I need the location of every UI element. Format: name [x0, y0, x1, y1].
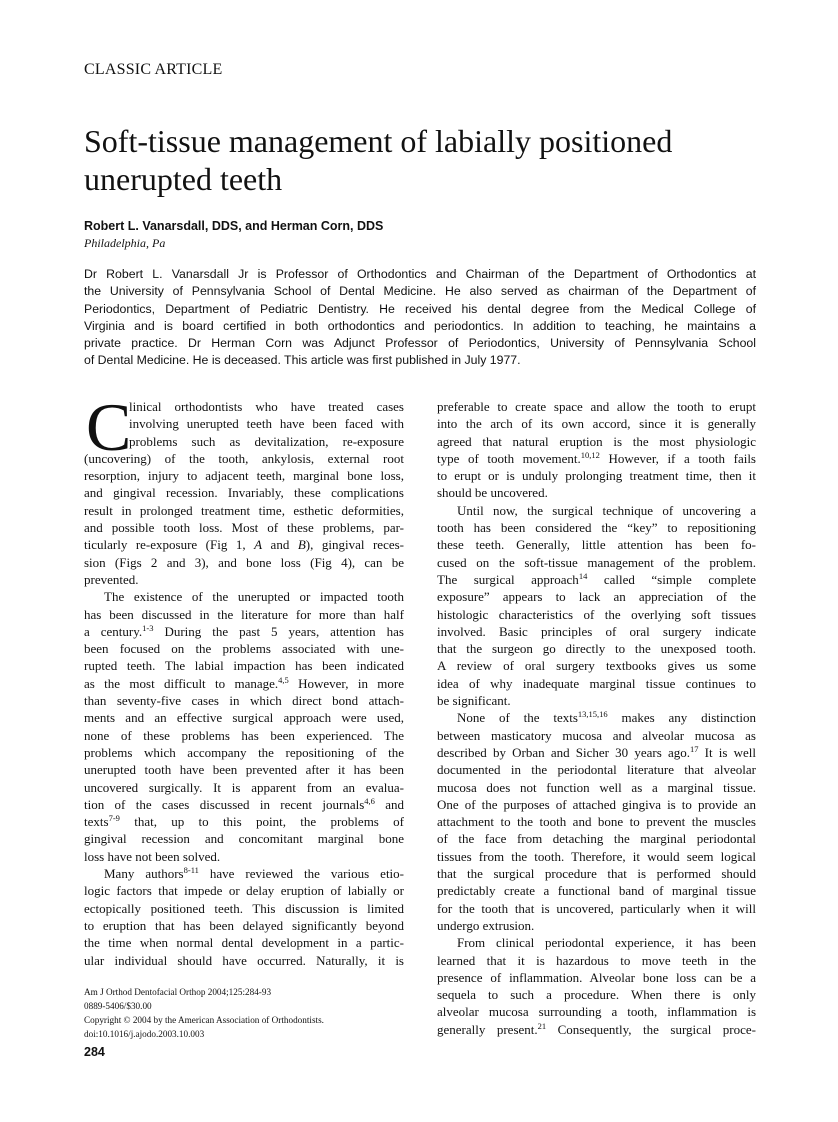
text-segment: type of tooth movement. — [437, 450, 581, 466]
text-line — [437, 415, 756, 432]
text-line — [437, 1003, 756, 1020]
body-column-right — [437, 398, 756, 1038]
text-segment: involving unerupted teeth have been faced with — [129, 416, 404, 432]
text-segment: During the past 5 years, attention has — [153, 623, 404, 639]
doi: doi:10.1016/j.ajodo.2003.10.003 — [84, 1029, 205, 1039]
text-line — [84, 779, 404, 796]
text-line — [84, 450, 404, 467]
text-line — [84, 588, 404, 605]
text-segment: problems such as devitalization, re-exposure — [129, 433, 404, 449]
text-line — [84, 727, 404, 744]
text-segment: prevented. — [84, 571, 139, 587]
text-line — [84, 657, 404, 674]
text-line — [437, 398, 756, 415]
text-segment: None of the texts — [457, 710, 578, 726]
article-title — [84, 122, 784, 198]
bio-line: of Dental Medicine. He is deceased. This article was first published in July 1977. — [84, 353, 521, 368]
text-segment: exposure” appears to lack an appreciation of the — [437, 589, 756, 605]
text-segment: rupted teeth. The labial impaction has been indicated — [84, 658, 404, 674]
text-segment: a century. — [84, 623, 143, 639]
bio-line: private practice. Dr Herman Corn was Adjunct Professor of Periodontics, University of Pennsylvania School — [84, 336, 756, 351]
text-segment: been focused on the problems associated with une- — [84, 641, 404, 657]
text-line — [437, 571, 756, 588]
text-segment: that the surgeon go directly to the unexposed tooth. — [437, 641, 756, 657]
text-line — [437, 606, 756, 623]
text-line — [437, 433, 756, 450]
text-segment: Many authors — [104, 866, 184, 882]
text-segment: than seventy-five cases in which direct bond attach- — [84, 693, 404, 709]
text-line — [437, 779, 756, 796]
text-line — [437, 744, 756, 761]
text-segment: to erupt or is unduly prolonging treatment time, then it — [437, 468, 756, 484]
text-line — [84, 848, 404, 865]
text-segment: that the surgical procedure that is performed should — [437, 866, 756, 882]
text-line — [84, 675, 404, 692]
text-line — [437, 623, 756, 640]
bio-line: the University of Pennsylvania School of Dental Medicine. He also served as chairman of the Department of — [84, 284, 756, 299]
text-line — [84, 571, 404, 588]
text-line — [84, 830, 404, 847]
reference-superscript: 13,15,16 — [577, 709, 608, 720]
text-line — [84, 813, 404, 830]
text-segment: cused on the soft-tissue management of the problem. — [437, 554, 756, 570]
text-line — [84, 796, 404, 813]
text-line — [84, 519, 404, 536]
footer-citation-block — [84, 985, 324, 1041]
text-line — [437, 796, 756, 813]
affiliation: Philadelphia, Pa — [84, 236, 166, 250]
text-line — [129, 398, 404, 415]
text-line — [84, 952, 404, 969]
text-segment: alveolar mucosa surrounding a tooth, inflammation is — [437, 1004, 756, 1020]
text-segment: should be uncovered. — [437, 485, 548, 501]
text-segment: sequela to such a procedure. When there is only — [437, 987, 756, 1003]
text-line — [437, 917, 756, 934]
text-segment: sion (Figs 2 and 3), and bone loss (Fig 4), can be — [84, 554, 404, 570]
text-segment: ments and an effective surgical approach were used, — [84, 710, 404, 726]
text-line — [437, 986, 756, 1003]
copyright: Copyright © 2004 by the American Association of Orthodontists. — [84, 1015, 324, 1025]
text-line — [84, 882, 404, 899]
text-line — [84, 640, 404, 657]
issn-price: 0889-5406/$30.00 — [84, 1001, 152, 1011]
text-segment: resorption, injury to adjacent teeth, marginal bone loss, — [84, 468, 404, 484]
text-segment: described by Orban and Sicher 30 years ago. — [437, 744, 690, 760]
reference-superscript: 10,12 — [580, 449, 600, 460]
text-segment: be significant. — [437, 693, 511, 709]
reference-superscript: 8-11 — [183, 865, 199, 876]
text-segment: involved. Basic principles of oral surgery indicate — [437, 623, 756, 639]
text-segment: generally present. — [437, 1021, 538, 1037]
text-segment: learned that it is hazardous to move teeth in the — [437, 952, 756, 968]
author-bio — [84, 266, 756, 370]
text-segment: Until now, the surgical technique of uncovering a — [457, 502, 756, 518]
figure-panel-letter: A — [254, 537, 263, 553]
text-line — [437, 709, 756, 726]
page-number: 284 — [84, 1045, 105, 1059]
text-segment: histologic characteristics of the overlying soft tissues — [437, 606, 756, 622]
text-segment: documented in the periodontal literature that alveolar — [437, 762, 756, 778]
title-line: Soft-tissue management of labially positioned — [84, 123, 673, 159]
text-segment: attachment to the tooth and bone to prevent the muscles — [437, 814, 756, 830]
authors: Robert L. Vanarsdall, DDS, and Herman Corn, DDS — [84, 219, 384, 233]
text-segment: presence of inflammation. Alveolar bone loss can be a — [437, 969, 756, 985]
text-segment: It is well — [698, 744, 756, 760]
text-line — [437, 761, 756, 778]
text-segment: One of the purposes of attached gingiva is to provide an — [437, 796, 756, 812]
text-segment: between masticatory mucosa and alveolar mucosa as — [437, 727, 756, 743]
text-line — [129, 415, 404, 432]
text-segment: ticularly re-exposure (Fig 1, A and B), gingival reces- — [84, 537, 404, 553]
text-line — [437, 675, 756, 692]
text-segment: unerupted tooth have been prevented after it has been — [84, 762, 404, 778]
text-segment: From clinical periodontal experience, it has been — [457, 935, 756, 951]
text-line — [437, 657, 756, 674]
reference-superscript: 1-3 — [142, 622, 154, 633]
text-segment: The existence of the unerupted or impacted tooth — [104, 589, 404, 605]
figure-panel-letter: B — [297, 537, 306, 553]
title-line: unerupted teeth — [84, 161, 283, 197]
text-segment: A review of oral surgery textbooks gives us some — [437, 658, 756, 674]
text-segment: have reviewed the various etio- — [198, 866, 405, 882]
text-segment: and gingival recession. Invariably, these complications — [84, 485, 404, 501]
text-line — [437, 502, 756, 519]
text-line — [84, 606, 404, 623]
text-segment: Consequently, the surgical proce- — [546, 1021, 756, 1037]
journal-citation: Am J Orthod Dentofacial Orthop 2004;125:284-93 — [84, 987, 272, 997]
text-line — [437, 934, 756, 951]
text-line — [437, 519, 756, 536]
text-segment: undergo extrusion. — [437, 917, 535, 933]
text-segment: The surgical approach — [437, 571, 579, 587]
text-segment: these teeth. Generally, little attention has been fo- — [437, 537, 756, 553]
text-line — [437, 952, 756, 969]
text-line — [437, 692, 756, 709]
bio-line: Periodontics, Department of Pediatric Dentistry. He received his dental degree from the Medical College of — [84, 301, 756, 316]
text-segment: none of these problems has been experienced. The — [84, 727, 404, 743]
text-segment: uncovered surgically. It is apparent from an evalua- — [84, 779, 404, 795]
reference-superscript: 4,6 — [364, 795, 375, 806]
text-segment: (uncovering) of the tooth, ankylosis, external root — [84, 450, 404, 466]
bio-line: Dr Robert L. Vanarsdall Jr is Professor of Orthodontics and Chairman of the Department of Orthodontics at — [84, 267, 756, 281]
text-line — [437, 484, 756, 501]
text-line — [84, 761, 404, 778]
text-segment: of the face from detaching the marginal periodontal — [437, 831, 756, 847]
text-line — [437, 536, 756, 553]
text-segment: tissues from the tooth. Therefore, it would seem logical — [437, 848, 756, 864]
text-line — [84, 554, 404, 571]
text-line — [437, 554, 756, 571]
text-line — [84, 623, 404, 640]
text-segment: ular individual should have occurred. Naturally, it is — [84, 952, 404, 968]
text-line — [437, 969, 756, 986]
text-segment: for the tooth that is uncovered, particularly when it will — [437, 900, 756, 916]
text-line — [84, 744, 404, 761]
text-line — [84, 709, 404, 726]
text-segment: idea of why inadequate marginal tissue continues to — [437, 675, 756, 691]
text-line — [437, 727, 756, 744]
text-segment: preferable to create space and allow the tooth to erupt — [437, 399, 756, 414]
text-line — [84, 692, 404, 709]
reference-superscript: 17 — [689, 743, 699, 754]
text-line — [437, 1021, 756, 1038]
text-segment: logic factors that impede or delay eruption of labially or — [84, 883, 404, 899]
text-segment: has been discussed in the literature for more than half — [84, 606, 404, 622]
text-line — [437, 882, 756, 899]
text-line — [84, 900, 404, 917]
text-line — [129, 433, 404, 450]
bio-line: Virginia and is board certified in both orthodontics and periodontics. In addition to teaching, he maintains a — [84, 318, 756, 333]
text-line — [84, 865, 404, 882]
text-line — [84, 467, 404, 484]
reference-superscript: 4,5 — [278, 674, 289, 685]
text-segment: that, up to this point, the problems of — [119, 814, 404, 830]
text-line — [437, 640, 756, 657]
text-segment: However, in more — [288, 675, 404, 691]
reference-superscript: 21 — [537, 1020, 547, 1031]
text-segment: linical orthodontists who have treated cases — [129, 399, 404, 414]
text-segment: loss have not been solved. — [84, 848, 221, 864]
reference-superscript: 14 — [578, 570, 588, 581]
text-line — [437, 588, 756, 605]
section-label: CLASSIC ARTICLE — [84, 61, 223, 78]
text-line — [84, 934, 404, 951]
text-segment: into the arch of its own accord, since it is generally — [437, 416, 756, 432]
text-segment: makes any distinction — [607, 710, 757, 726]
text-segment: to eruption that has been delayed significantly beyond — [84, 917, 404, 933]
text-line — [437, 467, 756, 484]
text-segment: problems which accompany the repositioning of the — [84, 744, 404, 760]
text-line — [437, 830, 756, 847]
text-segment: However, if a tooth fails — [599, 450, 756, 466]
text-line — [84, 536, 404, 553]
text-segment: result in prolonged treatment time, esthetic deformities, — [84, 502, 404, 518]
text-segment: predictably create a functional band of marginal tissue — [437, 883, 756, 899]
text-line — [437, 450, 756, 467]
text-segment: and — [374, 796, 404, 812]
drop-cap: C — [86, 389, 132, 465]
text-line — [437, 813, 756, 830]
text-segment: and possible tooth loss. Most of these problems, par- — [84, 520, 404, 536]
text-line — [84, 502, 404, 519]
text-segment: texts — [84, 814, 109, 830]
text-line — [84, 917, 404, 934]
text-segment: tion of the cases discussed in recent journals — [84, 796, 365, 812]
text-segment: mucosa does not function well as a marginal tissue. — [437, 779, 756, 795]
reference-superscript: 7-9 — [108, 813, 120, 824]
text-segment: the time when normal dental development in a partic- — [84, 935, 404, 951]
text-line — [437, 865, 756, 882]
text-line — [437, 848, 756, 865]
text-line — [437, 900, 756, 917]
text-segment: as the most difficult to manage. — [84, 675, 279, 691]
text-segment: ectopically positioned teeth. This discussion is limited — [84, 900, 404, 916]
text-segment: called “simple complete — [587, 571, 756, 587]
text-segment: agreed that natural eruption is the most physiologic — [437, 433, 756, 449]
body-column-left — [84, 398, 404, 969]
text-segment: tooth has been considered the “key” to repositioning — [437, 520, 756, 536]
text-line — [84, 484, 404, 501]
text-segment: gingival recession and concomitant marginal bone — [84, 831, 404, 847]
